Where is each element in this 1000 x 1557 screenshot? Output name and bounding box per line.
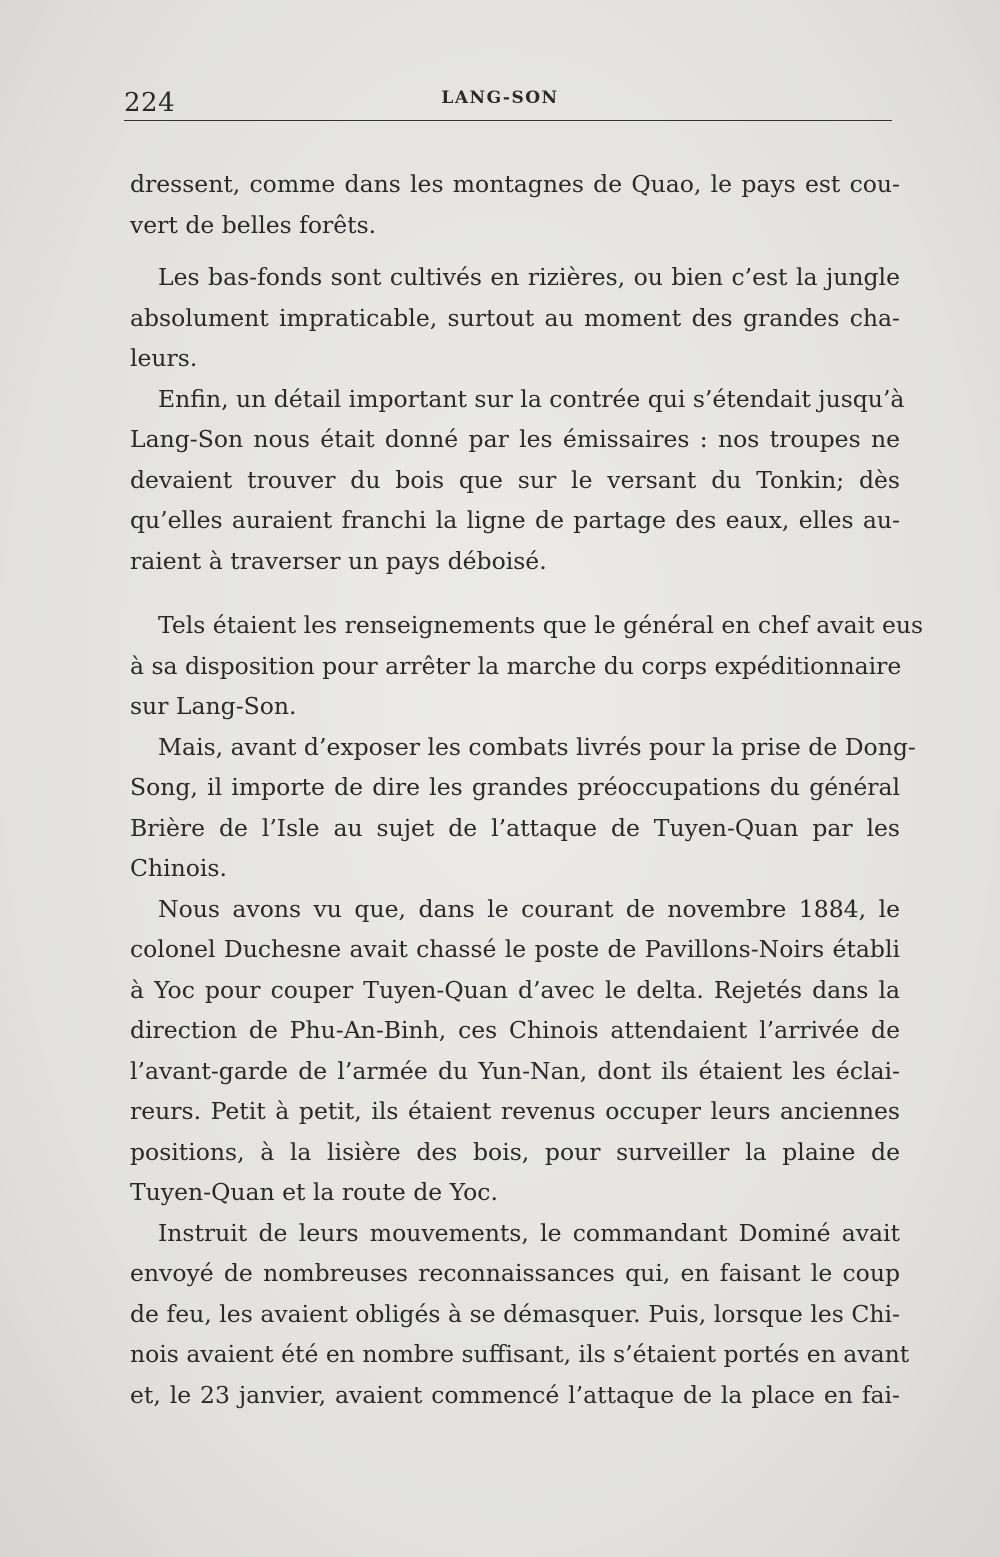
text-line: raient à traverser un pays déboisé. [130, 546, 547, 575]
text-line: colonel Duchesne avait chassé le poste de Pavillons-Noirs établi [130, 935, 900, 963]
paragraph [130, 164, 900, 245]
paragraph [130, 727, 916, 889]
text-line: Tuyen-Quan et la route de Yoc. [130, 1178, 498, 1206]
text-line: qu’elles auraient franchi la ligne de partage des eaux, elles au- [130, 506, 900, 534]
text-line: Nous avons vu que, dans le courant de novembre 1884, le [158, 894, 900, 923]
text-line: nois avaient été en nombre suffisant, ils s’étaient portés en avant [130, 1340, 910, 1368]
text-line: sur Lang-Son. [130, 692, 297, 720]
text-line: Instruit de leurs mouvements, le commandant Dominé avait [158, 1218, 900, 1247]
text-line: Chinois. [130, 854, 227, 882]
body-text [130, 164, 924, 1415]
text-line: Brière de l’Isle au sujet de l’attaque de Tuyen-Quan par les [130, 813, 900, 842]
text-line: Tels étaient les renseignements que le général en chef avait eus [158, 611, 924, 639]
text-line: Song, il importe de dire les grandes préoccupations du général [130, 773, 900, 801]
paragraph [130, 605, 924, 727]
text-line: direction de Phu-An-Binh, ces Chinois attendaient l’arrivée de [130, 1016, 900, 1044]
text-line: reurs. Petit à petit, ils étaient revenus occuper leurs anciennes [130, 1097, 900, 1125]
text-line: positions, à la lisière des bois, pour surveiller la plaine de [130, 1137, 900, 1166]
running-head: LANG-SON [441, 88, 559, 108]
paragraph [130, 379, 905, 582]
page-number: 224 [124, 88, 176, 118]
text-line: de feu, les avaient obligés à se démasquer. Puis, lorsque les Chi- [130, 1299, 900, 1328]
paragraph [130, 889, 900, 1213]
text-line: devaient trouver du bois que sur le versant du Tonkin; dès [130, 465, 900, 494]
text-line: envoyé de nombreuses reconnaissances qui, en faisant le coup [130, 1259, 900, 1287]
text-line: absolument impraticable, surtout au moment des grandes cha- [130, 303, 900, 332]
text-line: l’avant-garde de l’armée du Yun-Nan, dont ils étaient les éclai- [130, 1056, 900, 1085]
header-rule [124, 120, 892, 121]
text-line: et, le 23 janvier, avaient commencé l’attaque de la place en fai- [130, 1380, 900, 1409]
paragraph [130, 257, 900, 379]
text-line: à Yoc pour couper Tuyen-Quan d’avec le delta. Rejetés dans la [130, 975, 900, 1004]
text-line: Enfin, un détail important sur la contrée qui s’étendait jusqu’à [158, 384, 905, 413]
text-line: à sa disposition pour arrêter la marche du corps expéditionnaire [130, 651, 902, 680]
paragraph [130, 1213, 910, 1416]
text-line: Lang-Son nous était donné par les émissaires : nos troupes ne [130, 425, 900, 453]
text-line: dressent, comme dans les montagnes de Quao, le pays est cou- [130, 170, 900, 198]
text-line: vert de belles forêts. [130, 210, 377, 239]
text-line: leurs. [130, 344, 198, 372]
text-line: Mais, avant d’exposer les combats livrés pour la prise de Dong- [158, 732, 916, 761]
text-line: Les bas-fonds sont cultivés en rizières, ou bien c’est la jungle [158, 263, 900, 291]
